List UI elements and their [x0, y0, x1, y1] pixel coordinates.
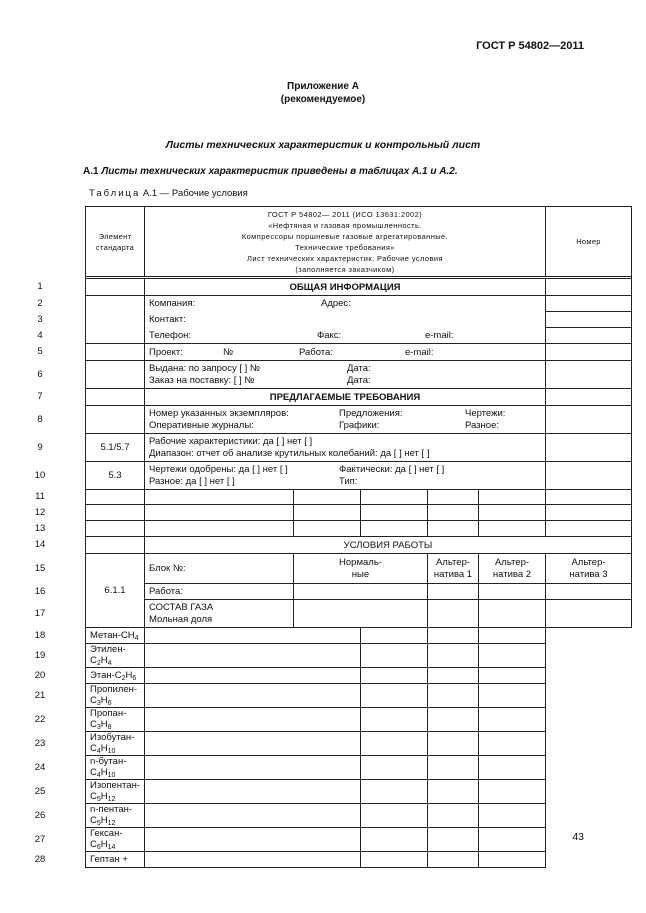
drawings-label: Чертежи: — [464, 407, 506, 419]
gas-subscript: 6 — [96, 844, 101, 851]
form-title-line: (заполняется заказчиком) — [295, 264, 395, 274]
contact-label: Контакт: — [148, 314, 186, 325]
row-number: 8 — [37, 413, 43, 425]
range-label: Диапазон: отчет об анализе крутильных колебаний: да [ ] нет [ ] — [148, 447, 430, 459]
gas-name: Метан-CH — [90, 629, 135, 641]
specification-table — [85, 206, 632, 868]
appendix-title: Приложение А — [287, 81, 359, 92]
element-cell: 5.1/5.7 — [86, 434, 145, 462]
row-number: 13 — [34, 522, 46, 534]
table-row — [86, 828, 632, 852]
table-row — [86, 600, 632, 628]
table-row — [86, 434, 632, 462]
alt3-header: Альтер- натива 3 — [545, 554, 631, 584]
normal-header: Нормаль- ные — [293, 554, 427, 584]
caption-word: Таблица — [89, 188, 141, 199]
gas-h: H — [100, 743, 108, 754]
table-row — [86, 756, 632, 780]
gas-name: n-пентан-C — [90, 804, 133, 826]
table-header-row — [86, 207, 632, 277]
row-number: 17 — [34, 607, 46, 619]
table-row — [86, 490, 632, 505]
conditions-heading: УСЛОВИЯ РАБОТЫ — [144, 537, 631, 554]
gas-subscript: 12 — [107, 820, 116, 827]
gas-h: H — [100, 839, 108, 850]
gas-subscript: 6 — [107, 700, 112, 707]
gas-name-cell — [86, 756, 145, 780]
table-row — [86, 628, 632, 644]
work-label: Работа: — [298, 346, 333, 358]
fax-label: Факс: — [316, 329, 342, 341]
table-row — [86, 361, 632, 389]
row-number: 3 — [37, 313, 43, 325]
gas-name-cell — [86, 684, 145, 708]
row-number: 14 — [34, 539, 46, 550]
row-number: 18 — [34, 629, 46, 641]
table-row — [86, 668, 632, 684]
gas-subscript: 12 — [107, 796, 116, 803]
row-number: 7 — [37, 391, 43, 402]
table-row — [86, 521, 632, 537]
table-row — [86, 584, 632, 600]
offers-label: Предложения: — [338, 407, 403, 419]
table-row — [86, 462, 632, 490]
appendix-status: (рекомендуемое) — [280, 94, 366, 105]
table-row — [86, 554, 632, 584]
table-row — [86, 505, 632, 521]
table-row — [86, 312, 632, 328]
element-header: Элемент стандарта — [86, 207, 145, 277]
gas-name: Этилен-C — [90, 644, 126, 666]
alt1-header: Альтер- натива 1 — [427, 554, 478, 584]
form-title-line: Технические требования» — [295, 242, 395, 252]
gas-h: H — [100, 719, 108, 730]
table-row — [86, 780, 632, 804]
issued-date-label: Дата: — [346, 362, 371, 374]
row-number: 1 — [37, 281, 43, 292]
block-label: Блок №: — [144, 554, 293, 584]
row-number: 20 — [34, 669, 46, 681]
company-label: Компания: — [148, 298, 196, 310]
table-row — [86, 644, 632, 668]
gas-name-cell — [86, 708, 145, 732]
gas-subscript: 5 — [96, 796, 101, 803]
form-title-line: Лист технических характеристик. Рабочие условия — [247, 253, 443, 263]
gas-name-cell — [86, 644, 145, 668]
general-info-heading: ОБЩАЯ ИНФОРМАЦИЯ — [144, 279, 545, 296]
row-number: 15 — [34, 562, 46, 574]
row-number: 28 — [34, 853, 46, 865]
caption-rest: А.1 — Рабочие условия — [140, 188, 248, 199]
gas-subscript: 4 — [96, 772, 101, 779]
gas-subscript: 2 — [121, 674, 126, 682]
table-row — [86, 406, 632, 434]
table-row — [86, 537, 632, 554]
gas-subscript: 4 — [134, 634, 139, 642]
project-label: Проект: — [148, 346, 183, 358]
order-date-label: Дата: — [346, 374, 371, 386]
gas-name: Пропан-C — [90, 708, 127, 730]
address-label: Адрес: — [320, 298, 351, 310]
row-number: 2 — [37, 297, 43, 309]
drawings-approved-label: Чертежи одобрены: да [ ] нет [ ] — [148, 463, 288, 475]
table-row — [86, 708, 632, 732]
type-label: Тип: — [338, 475, 358, 487]
table-caption — [89, 188, 248, 199]
row-number: 9 — [37, 441, 43, 453]
table-row — [86, 328, 632, 344]
misc-label: Разное: — [464, 419, 499, 431]
project-email-label: e-mail: — [404, 346, 434, 358]
issued-label: Выдана: по запросу [ ] № — [148, 362, 261, 374]
row-number: 21 — [34, 689, 46, 701]
gas-h: H — [125, 669, 133, 681]
row-number: 11 — [35, 491, 45, 502]
row-number: 5 — [37, 346, 43, 357]
gas-name-cell — [86, 668, 145, 684]
actual-label: Фактически: да [ ] нет [ ] — [338, 463, 445, 475]
phone-label: Телефон: — [148, 329, 192, 341]
form-title-line: «Нефтяная и газовая промышленность. — [268, 220, 422, 230]
row-number: 23 — [34, 737, 46, 749]
proposed-heading: ПРЕДЛАГАЕМЫЕ ТРЕБОВАНИЯ — [144, 389, 545, 406]
gas-h: H — [100, 791, 108, 802]
gas-name: Гексан-C — [90, 828, 123, 850]
gas-name: Гептан + — [90, 854, 128, 865]
gas-name: Этан-C — [90, 669, 122, 681]
gas-subscript: 3 — [96, 724, 101, 731]
row-number: 22 — [34, 713, 46, 725]
gas-subscript: 14 — [107, 844, 116, 851]
gas-name: Изопентан-C — [90, 780, 140, 802]
element-cell: 5.3 — [86, 462, 145, 490]
row-number: 26 — [34, 809, 46, 821]
form-title — [144, 207, 545, 277]
gas-subscript: 10 — [107, 748, 116, 755]
email-label: e-mail: — [424, 329, 454, 341]
row-number: 27 — [34, 833, 46, 845]
form-title-line: Компрессоры поршневые газовые агрегатированные. — [241, 231, 449, 241]
gas-subscript: 4 — [107, 660, 112, 667]
gas-composition-label: СОСТАВ ГАЗА — [148, 601, 214, 613]
gas-subscript: 10 — [107, 772, 116, 779]
gas-name: n-бутан-C — [90, 756, 127, 778]
work-row-label: Работа: — [144, 584, 293, 600]
element-cell-gas: 6.1.1 — [86, 554, 145, 628]
table-row — [86, 684, 632, 708]
gas-subscript: 6 — [132, 674, 137, 682]
gas-h: H — [100, 767, 108, 778]
gas-name-cell — [86, 804, 145, 828]
gas-subscript: 3 — [96, 700, 101, 707]
misc-yes-no-label: Разное: да [ ] нет [ ] — [148, 475, 235, 487]
row-number: 6 — [37, 368, 43, 380]
project-number-label: № — [222, 346, 234, 358]
gas-name-cell — [86, 780, 145, 804]
clause-number: А.1 — [83, 166, 99, 177]
row-number: 25 — [34, 785, 46, 797]
form-title-line: ГОСТ Р 54802— 2011 (ИСО 13631:2002) — [267, 209, 423, 219]
table-row — [86, 389, 632, 406]
table-row — [86, 279, 632, 296]
number-header: Номер — [545, 207, 631, 277]
appendix-heading — [0, 80, 646, 106]
row-number: 10 — [34, 469, 46, 481]
gas-h: H — [100, 655, 108, 666]
page-number: 43 — [572, 831, 584, 843]
gas-name: Изобутан-C — [90, 732, 135, 754]
row-number: 4 — [37, 329, 43, 341]
num-units-label: Номер указанных экземпляров: — [148, 407, 289, 419]
gas-name: Пропилен-C — [90, 684, 138, 706]
gas-h: H — [100, 815, 108, 826]
graphs-label: Графики: — [338, 419, 380, 431]
clause-text: Листы технических характеристик приведены в таблицах А.1 и А.2. — [101, 166, 458, 177]
alt2-header: Альтер- натива 2 — [478, 554, 545, 584]
table-row — [86, 296, 632, 312]
molar-fraction-label: Мольная доля — [148, 613, 213, 625]
section-title: Листы технических характеристик и контрольный лист — [165, 139, 481, 151]
row-number: 24 — [34, 761, 46, 773]
table-row — [86, 732, 632, 756]
gas-subscript: 2 — [96, 660, 101, 667]
gas-name-cell — [86, 628, 145, 644]
gas-h: H — [100, 695, 108, 706]
gas-subscript: 8 — [107, 724, 112, 731]
table-row — [86, 852, 632, 868]
gas-name-cell — [86, 828, 145, 852]
op-logs-label: Оперативные журналы: — [148, 419, 254, 431]
clause-a1 — [83, 166, 458, 177]
row-number: 12 — [34, 506, 46, 518]
gas-subscript: 4 — [96, 748, 101, 755]
order-label: Заказ на поставку: [ ] № — [148, 374, 255, 386]
row-number: 16 — [34, 585, 46, 597]
row-number: 19 — [34, 649, 46, 661]
gas-subscript: 5 — [96, 820, 101, 827]
gas-name-cell — [86, 852, 145, 868]
document-code: ГОСТ Р 54802—2011 — [476, 40, 584, 52]
performance-label: Рабочие характеристики: да [ ] нет [ ] — [148, 435, 313, 447]
gas-name-cell — [86, 732, 145, 756]
table-row — [86, 344, 632, 361]
table-row — [86, 804, 632, 828]
